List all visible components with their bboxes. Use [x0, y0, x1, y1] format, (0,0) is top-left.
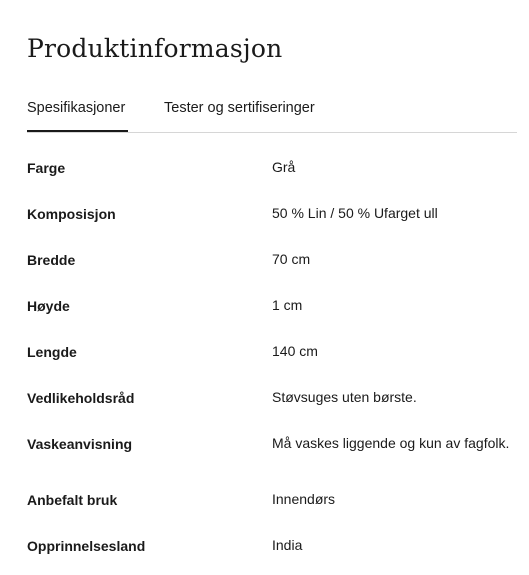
spec-label: Høyde: [27, 298, 70, 314]
tab-tests-certifications[interactable]: Tester og sertifiseringer: [164, 100, 315, 116]
spec-label: Opprinnelsesland: [27, 538, 146, 554]
tab-specifications[interactable]: Spesifikasjoner: [27, 100, 128, 131]
spec-row-width: [27, 240, 517, 286]
spec-value: 1 cm: [272, 297, 303, 313]
spec-row-color: [27, 148, 517, 194]
specifications-list: [27, 148, 517, 572]
spec-row-washing: [27, 424, 517, 480]
spec-value: Innendørs: [272, 491, 336, 507]
spec-row-care: [27, 378, 517, 424]
spec-row-composition: [27, 194, 517, 240]
spec-label: Komposisjon: [27, 206, 116, 222]
spec-value: India: [272, 537, 303, 553]
spec-row-height: [27, 286, 517, 332]
spec-value: 50 % Lin / 50 % Ufarget ull: [272, 205, 438, 221]
spec-label: Vaskeanvisning: [27, 436, 133, 452]
spec-value: Grå: [272, 159, 296, 175]
spec-value: 70 cm: [272, 251, 311, 267]
spec-value: Må vaskes liggende og kun av fagfolk.: [272, 435, 510, 451]
tab-bar: [27, 96, 517, 133]
spec-label: Lengde: [27, 344, 77, 360]
spec-label: Vedlikeholdsråd: [27, 390, 135, 406]
spec-value: Støvsuges uten børste.: [272, 389, 417, 405]
spec-label: Bredde: [27, 252, 76, 268]
section-title: Produktinformasjon: [27, 34, 283, 63]
spec-row-recommended-use: [27, 480, 517, 526]
spec-value: 140 cm: [272, 343, 318, 359]
spec-row-country-of-origin: [27, 526, 517, 572]
spec-label: Anbefalt bruk: [27, 492, 118, 508]
spec-label: Farge: [27, 160, 66, 176]
spec-row-length: [27, 332, 517, 378]
